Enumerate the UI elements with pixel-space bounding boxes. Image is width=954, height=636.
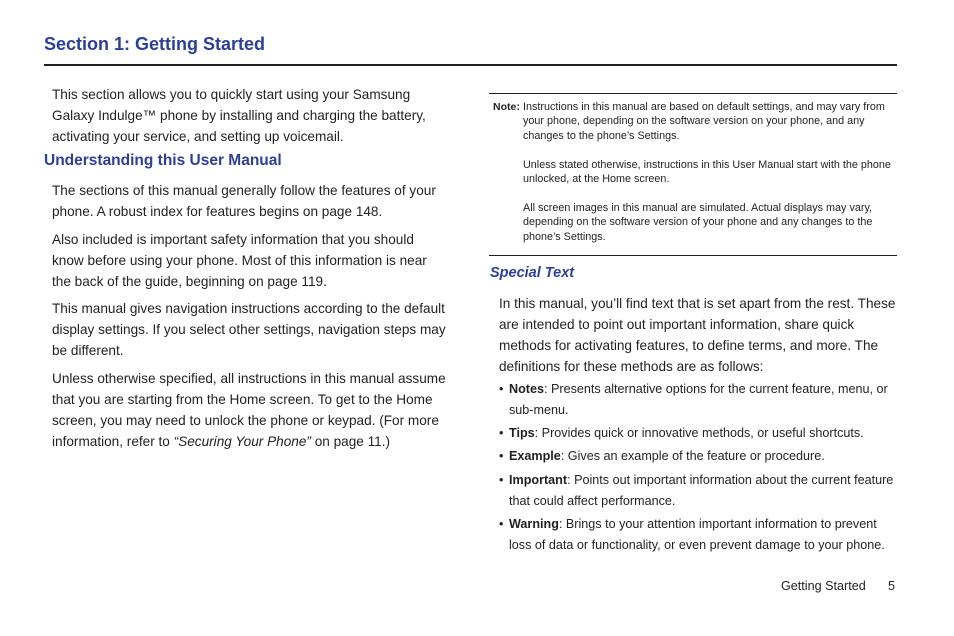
bullet-desc: : Brings to your attention important information to prevent loss of data or functionality, or even prevent damage to your phone. — [509, 517, 885, 552]
note-paragraph-3: All screen images in this manual are simulated. Actual displays may vary, depending on the software version of your phone and any changes to the phone’s Settings. — [523, 202, 873, 243]
bullet-warning — [499, 514, 897, 556]
bullet-term: Example — [509, 449, 561, 463]
bullet-term: Notes — [509, 382, 544, 396]
bullet-dot: • — [499, 473, 504, 487]
footer-section-label: Getting Started — [781, 579, 866, 593]
title-rule — [44, 64, 897, 66]
understanding-paragraph-4 — [52, 368, 449, 452]
special-text-intro: In this manual, you’ll find text that is set apart from the rest. These are intended to point out important information, share quick methods for activating features, to define terms, and more. The definitions for these methods are as follows: — [499, 296, 896, 374]
bullet-term: Tips — [509, 426, 535, 440]
bullet-desc: : Presents alternative options for the current feature, menu, or sub-menu. — [509, 382, 888, 417]
special-text-heading: Special Text — [490, 265, 575, 281]
bullet-important — [499, 470, 897, 512]
bullet-text — [509, 379, 897, 421]
note-top-rule — [489, 93, 897, 94]
bullet-term: Important — [509, 473, 568, 487]
note-box — [489, 93, 897, 256]
bullet-term: Warning — [509, 517, 559, 531]
bullet-notes — [499, 379, 897, 421]
understanding-heading: Understanding this User Manual — [44, 152, 282, 169]
bullet-dot: • — [499, 449, 504, 463]
bullet-text — [509, 470, 897, 512]
section-title: Section 1: Getting Started — [44, 34, 266, 54]
bullet-text — [509, 446, 897, 467]
bullet-dot: • — [499, 517, 504, 531]
bullet-text — [509, 514, 897, 556]
understanding-paragraph-2: Also included is important safety information that you should know before using your phone. Most of this information is near the back of the guide, beginning on page 119. — [52, 232, 427, 289]
note-paragraph-2: Unless stated otherwise, instructions in this User Manual start with the phone unlocked, at the Home screen. — [523, 159, 891, 186]
cross-reference-link: “Securing Your Phone” — [173, 434, 311, 449]
understanding-paragraph-3: This manual gives navigation instructions according to the default display settings. If you select other settings, navigation steps may be different. — [52, 301, 446, 358]
paragraph-4-page-ref: on page 11.) — [310, 434, 391, 449]
note-paragraph-1: Instructions in this manual are based on default settings, and may vary from your phone, depending on the software version on your phone, and any changes to the phone’s Settings. — [523, 101, 885, 142]
bullet-dot: • — [499, 426, 504, 440]
note-label: Note: — [493, 101, 520, 113]
understanding-paragraph-1: The sections of this manual generally follow the features of your phone. A robust index for features begins on page 148. — [52, 183, 436, 219]
bullet-example — [499, 446, 897, 467]
bullet-text — [509, 423, 897, 444]
paragraph-4-text: Unless otherwise specified, all instructions in this manual assume that you are starting from the Home screen. To get to the Home screen, you may need to unlock the phone or keypad. (For more information, refer to — [52, 371, 446, 449]
bullet-desc: : Points out important information about the current feature that could affect performance. — [509, 473, 894, 508]
bullet-desc: : Provides quick or innovative methods, or useful shortcuts. — [534, 426, 864, 440]
note-bottom-rule — [489, 255, 897, 256]
bullet-dot: • — [499, 382, 504, 396]
intro-paragraph: This section allows you to quickly start using your Samsung Galaxy Indulge™ phone by installing and charging the battery, activating your service, and setting up voicemail. — [52, 87, 426, 144]
bullet-tips — [499, 423, 897, 444]
page-number: 5 — [888, 579, 896, 593]
bullet-desc: : Gives an example of the feature or procedure. — [560, 449, 825, 463]
